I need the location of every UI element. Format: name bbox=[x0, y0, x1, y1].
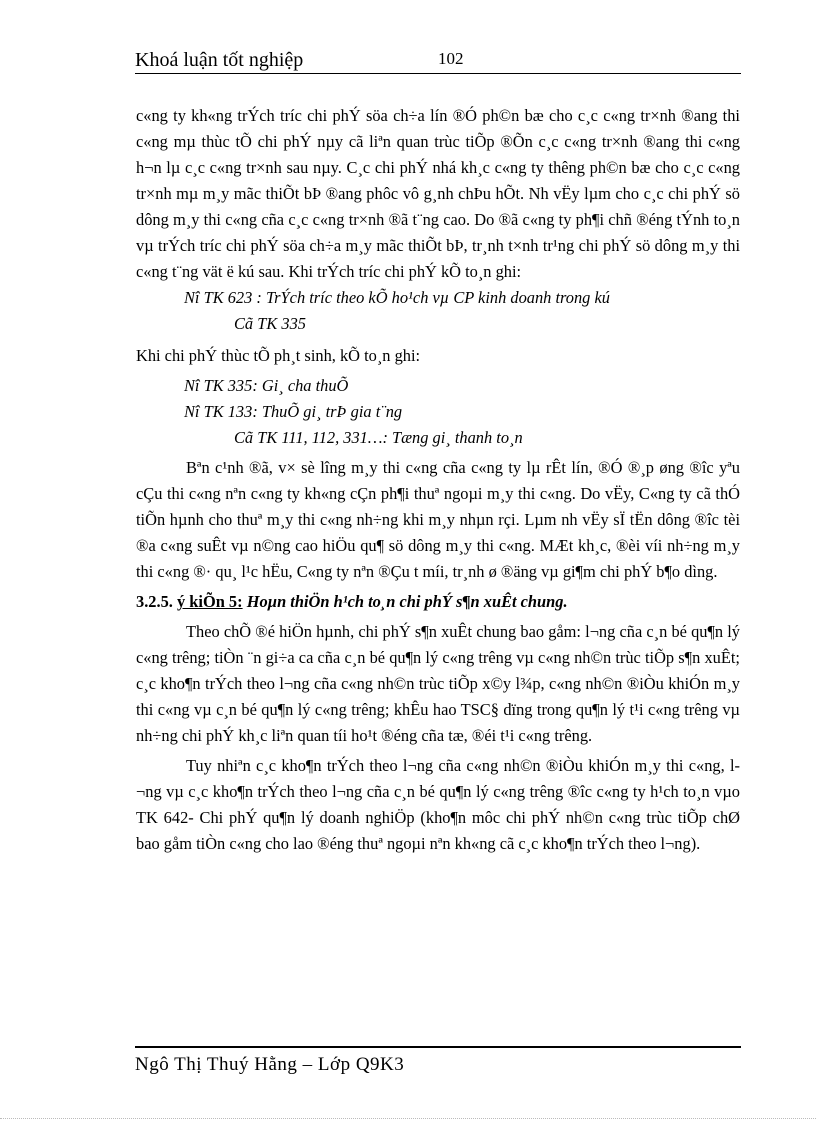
paragraph-5: Tuy nhiªn c¸c kho¶n trÝch theo l¬ng cña c«ng nh©n ®iÒu khiÓn m¸y thi c«ng, l¬ng vµ c¸c kho¶n trÝch theo l¬ng cña c¸n bé qu¶n lý c«ng trêng ®îc c«ng ty h¹ch to¸n vµo TK 642- Chi phÝ qu¶n lý doanh nghiÖp (kho¶n môc chi phÝ nh©n c«ng trùc tiÕp chØ bao gåm tiÒn c«ng cho lao ®éng thuª ngoµi nªn kh«ng cã c¸c kho¶n trÝch theo l¬ng). bbox=[136, 756, 740, 853]
paragraph-4: Theo chÕ ®é hiÖn hµnh, chi phÝ s¶n xuÊt chung bao gåm: l¬ng cña c¸n bé qu¶n lý c«ng trêng; tiÒn ¨n gi÷a ca cña c¸n bé qu¶n lý c«ng trêng vµ c«ng nh©n trùc tiÕp s¶n xuÊt; c¸c kho¶n trÝch theo l¬ng cña c«ng nh©n trùc tiÕp x©y l¾p, c«ng nh©n ®iÒu khiÓn m¸y thi c«ng vµ c¸n bé qu¶n lý c«ng trêng; khÊu hao TSC§ dïng trong qu¶n lý t¹i c«ng trêng vµ nh÷ng chi phÝ kh¸c liªn quan tíi ho¹t ®éng cña tæ, ®éi t¹i c«ng trêng. bbox=[136, 622, 740, 745]
page-content bbox=[136, 103, 740, 857]
formula-2-line-1: Nî TK 335: Gi¸ cha thuÕ bbox=[184, 376, 349, 395]
formula-1-line-2: Cã TK 335 bbox=[234, 314, 306, 333]
paragraph-3: Bªn c¹nh ®ã, v× sè lîng m¸y thi c«ng cña c«ng ty lµ rÊt lín, ®Ó ®¸p øng ®îc yªu cÇu thi c«ng nªn c«ng ty kh«ng cÇn ph¶i thuª ngoµi m¸y thi c«ng. Do vËy, C«ng ty cã thÓ tiÕn hµnh cho thuª m¸y thi c«ng nh÷ng khi m¸y nhµn rçi. Lµm nh vËy sÏ tËn dông ®îc tèi ®a c«ng suÊt vµ n©ng cao hiÖu qu¶ sö dông m¸y thi c«ng. MÆt kh¸c, ®èi víi nh÷ng m¸y thi c«ng ®· qu¸ l¹c hËu, C«ng ty nªn ®Çu t míi, tr¸nh ø ®äng vµ gi¶m chi phÝ b¶o dìng. bbox=[136, 458, 740, 581]
page-footer bbox=[135, 1046, 741, 1076]
header-title: Khoá luận tốt nghiệp bbox=[135, 49, 304, 71]
paragraph-1: c«ng ty kh«ng trÝch tríc chi phÝ söa ch÷a lín ®Ó ph©n bæ cho c¸c c«ng tr×nh ®ang thi c«ng mµ thùc tÕ chi phÝ nµy cã liªn quan trùc tiÕp ®Õn c¸c c«ng tr×nh ®ang thi c«ng h¬n lµ c¸c c«ng tr×nh sau nµy. C¸c chi phÝ nhá kh¸c c«ng ty thêng ph©n bæ cho c¸c c«ng tr×nh mµ m¸y mãc thiÕt bÞ ®ang phôc vô g¸nh chÞu hÕt. Nh vËy lµm cho c¸c chi phÝ sö dông m¸y thi c«ng cña c¸c c«ng tr×nh ®ã t¨ng cao. Do ®ã c«ng ty ph¶i chñ ®éng tÝnh to¸n vµ trÝch tríc chi phÝ söa ch÷a m¸y mãc thiÕt bÞ, tr¸nh t×nh tr¹ng chi phÝ sö dông m¸y thi c«ng t¨ng vät ë kú sau. Khi trÝch tríc chi phÝ kÕ to¸n ghi: bbox=[136, 106, 740, 281]
section-title: Hoµn thiÖn h¹ch to¸n chi phÝ s¶n xuÊt chung. bbox=[246, 592, 568, 611]
formula-2-line-3: Cã TK 111, 112, 331…: Tæng gi¸ thanh to¸n bbox=[234, 428, 523, 447]
section-number: 3.2.5. bbox=[136, 592, 173, 611]
formula-2-line-2: Nî TK 133: ThuÕ gi¸ trÞ gia t¨ng bbox=[184, 402, 403, 421]
footer-author: Ngô Thị Thuý Hằng – Lớp Q9K3 bbox=[135, 1054, 405, 1075]
page-header bbox=[135, 47, 741, 74]
page-number: 102 bbox=[438, 49, 464, 68]
paragraph-2: Khi chi phÝ thùc tÕ ph¸t sinh, kÕ to¸n ghi: bbox=[136, 346, 421, 365]
formula-1-line-1: Nî TK 623 : TrÝch tríc theo kÕ ho¹ch vµ CP kinh doanh trong kú bbox=[184, 288, 610, 307]
page-edge-divider bbox=[0, 1118, 816, 1119]
section-heading bbox=[136, 589, 740, 615]
section-label: ý kiÕn 5: bbox=[177, 592, 243, 611]
